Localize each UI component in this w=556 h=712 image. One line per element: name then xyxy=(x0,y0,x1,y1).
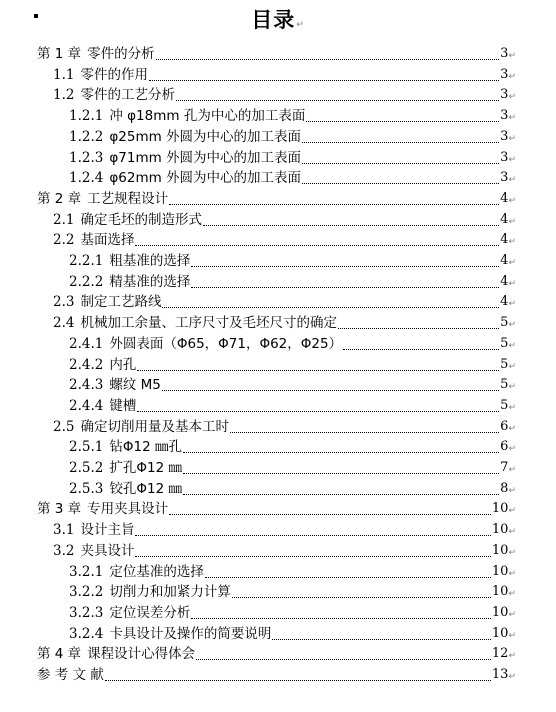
dot-leader xyxy=(302,183,499,184)
dot-leader xyxy=(169,514,491,515)
paragraph-mark-icon: ↵ xyxy=(508,299,516,310)
toc-entry[interactable] xyxy=(53,520,516,540)
page-title xyxy=(0,4,556,41)
toc-entry-number: 3.2.4 xyxy=(69,625,104,642)
toc-entry-page-number: 4 xyxy=(500,273,509,289)
toc-entry-page-number: 10 xyxy=(491,625,509,641)
paragraph-mark-icon: ↵ xyxy=(508,92,516,103)
toc-entry-page-number: 12 xyxy=(491,646,509,662)
paragraph-mark-icon: ↵ xyxy=(508,506,516,517)
dot-leader xyxy=(338,328,499,329)
toc-entry-page-number: 3 xyxy=(500,46,509,61)
toc-entry-title: 确定切削用量及基本工时 xyxy=(80,418,229,435)
dot-leader xyxy=(196,659,491,660)
paragraph-mark-icon: ↵ xyxy=(508,258,516,268)
toc-entry-number: 2.1 xyxy=(53,211,75,228)
toc-entry-page-number: 10 xyxy=(491,563,509,579)
toc-entry[interactable] xyxy=(69,251,516,271)
paragraph-mark-icon: ↵ xyxy=(508,320,516,331)
paragraph-mark-icon: ↵ xyxy=(508,51,516,61)
paragraph-mark-icon: ↵ xyxy=(508,609,516,620)
dot-leader xyxy=(302,163,499,164)
toc-entry-number: 1.2.4 xyxy=(69,170,104,187)
toc-entry-number: 3.2.1 xyxy=(69,563,104,580)
toc-entry-title: φ62mm 外圆为中心的加工表面 xyxy=(109,170,302,187)
toc-entry[interactable] xyxy=(69,272,516,292)
toc-entry-number: 2.5.2 xyxy=(69,460,104,476)
toc-entry[interactable] xyxy=(69,168,516,188)
toc-entry-title: 定位基准的选择 xyxy=(109,563,204,580)
toc-entry-page-number: 4 xyxy=(500,190,509,206)
toc-entry-number: 1.2 xyxy=(53,87,75,104)
toc-entry-number: 1.1 xyxy=(53,66,75,83)
dot-leader xyxy=(156,59,500,60)
toc-entry-page-number: 4 xyxy=(500,294,509,310)
dot-leader xyxy=(191,618,491,619)
dot-leader xyxy=(183,494,499,495)
toc-entry[interactable] xyxy=(69,396,516,416)
toc-entry-title: 铰孔Φ12 ㎜ xyxy=(109,480,182,497)
toc-entry-page-number: 8 xyxy=(500,480,509,496)
dot-leader xyxy=(205,577,491,578)
toc-entry-title: 工艺规程设计 xyxy=(87,190,169,207)
paragraph-mark-icon: ↵ xyxy=(508,71,516,82)
toc-entry-page-number: 10 xyxy=(491,542,509,558)
toc-entry-title: 零件的作用 xyxy=(80,66,148,83)
paragraph-mark-icon: ↵ xyxy=(508,195,516,206)
toc-entry-title: 卡具设计及操作的简要说明 xyxy=(109,625,272,642)
toc-entry[interactable] xyxy=(69,375,516,395)
dot-leader xyxy=(191,287,499,288)
toc-entry-page-number: 10 xyxy=(491,522,509,538)
dot-leader xyxy=(183,452,499,453)
toc-entry[interactable] xyxy=(69,355,516,375)
toc-entry-title: 零件的工艺分析 xyxy=(80,87,175,104)
toc-entry-number: 3.2.2 xyxy=(69,584,104,601)
paragraph-mark-icon: ↵ xyxy=(508,402,516,413)
toc-entry-title: 制定工艺路线 xyxy=(80,294,162,311)
toc-entry-title: 课程设计心得体会 xyxy=(87,646,196,663)
toc-entry-page-number: 3 xyxy=(500,108,509,124)
toc-entry-page-number: 6 xyxy=(500,439,509,455)
dot-leader xyxy=(169,204,499,205)
toc-entry[interactable] xyxy=(53,417,516,437)
dot-leader xyxy=(230,432,499,433)
toc-entry-number: 2.5.3 xyxy=(69,480,104,497)
dot-leader xyxy=(135,556,490,557)
dot-leader xyxy=(162,390,499,391)
toc-entry-title: 精基准的选择 xyxy=(109,273,191,290)
toc-entry-page-number: 3 xyxy=(500,149,509,165)
toc-entry[interactable] xyxy=(53,85,516,105)
toc-entry-number: 2.2 xyxy=(53,232,75,249)
toc-entry-number: 2.2.2 xyxy=(69,273,104,290)
toc-entry-page-number: 3 xyxy=(500,170,509,186)
toc-entry-number: 2.4 xyxy=(53,315,75,332)
toc-entry[interactable] xyxy=(53,210,516,230)
dot-leader xyxy=(302,142,499,143)
toc-entry-title: 参 考 文 献 xyxy=(37,667,104,683)
paragraph-mark-icon: ↵ xyxy=(508,113,516,124)
paragraph-mark-icon: ↵ xyxy=(508,465,516,475)
dot-leader xyxy=(105,680,491,681)
toc-entry[interactable] xyxy=(69,458,516,478)
toc-entry-number: 2.2.1 xyxy=(69,253,104,269)
toc-entry-title: 外圆表面（Φ65，Φ71，Φ62，Φ25） xyxy=(109,335,343,352)
dot-leader xyxy=(135,245,499,246)
dot-leader xyxy=(137,411,499,412)
dot-leader xyxy=(183,473,499,474)
toc-entry-title: 零件的分析 xyxy=(87,46,155,62)
toc-entry-title: φ25mm 外圆为中心的加工表面 xyxy=(109,128,302,145)
toc-entry[interactable] xyxy=(53,65,516,85)
toc-entry-number: 2.4.1 xyxy=(69,335,104,352)
toc-entry-number: 2.5 xyxy=(53,418,75,435)
toc-entry[interactable] xyxy=(53,230,516,250)
dot-leader xyxy=(343,349,499,350)
toc-entry[interactable] xyxy=(37,665,516,685)
paragraph-mark-icon: ↵ xyxy=(508,340,516,351)
toc-entry-page-number: 7 xyxy=(500,460,509,475)
toc-entry-page-number: 10 xyxy=(491,501,509,517)
toc-entry-page-number: 3 xyxy=(500,87,509,103)
toc-entry-title: 专用夹具设计 xyxy=(87,501,169,518)
toc-entry-number: 第 3 章 xyxy=(37,501,82,518)
paragraph-mark-icon: ↵ xyxy=(508,154,516,165)
toc-entry[interactable] xyxy=(53,292,516,312)
toc-entry-page-number: 10 xyxy=(491,604,509,620)
toc-entry-page-number: 5 xyxy=(500,356,509,372)
toc-entry-title: 粗基准的选择 xyxy=(109,253,191,269)
toc-entry[interactable] xyxy=(69,624,516,644)
toc-entry-title: φ71mm 外圆为中心的加工表面 xyxy=(109,149,302,166)
toc-entry[interactable] xyxy=(69,582,516,602)
toc-entry-page-number: 5 xyxy=(500,335,509,351)
dot-leader xyxy=(272,639,491,640)
toc-entry-title: 键槽 xyxy=(109,397,137,414)
toc-entry-page-number: 5 xyxy=(500,397,509,413)
toc-entry-number: 2.5.1 xyxy=(69,439,104,456)
toc-entry-page-number: 4 xyxy=(500,211,509,227)
paragraph-mark-icon: ↵ xyxy=(508,547,516,558)
toc-entry-title: 夹具设计 xyxy=(80,542,135,559)
paragraph-mark-icon: ↵ xyxy=(508,568,516,579)
paragraph-mark-icon: ↵ xyxy=(508,630,516,641)
paragraph-mark-icon: ↵ xyxy=(508,237,516,248)
toc-entry[interactable] xyxy=(69,148,516,168)
paragraph-mark-icon: ↵ xyxy=(508,485,516,496)
toc-entry-number: 第 4 章 xyxy=(37,646,82,663)
paragraph-mark-icon: ↵ xyxy=(508,672,516,682)
toc-entry-number: 2.4.4 xyxy=(69,397,104,414)
toc-entry-title: 扩孔Φ12 ㎜ xyxy=(109,460,182,476)
dot-leader xyxy=(232,597,491,598)
toc-entry-page-number: 4 xyxy=(500,253,509,268)
toc-entry-number: 第 1 章 xyxy=(37,46,82,62)
paragraph-mark-icon: ↵ xyxy=(508,278,516,289)
toc-entry[interactable] xyxy=(37,189,516,209)
toc-entry[interactable] xyxy=(69,437,516,457)
toc-entry-number: 2.4.2 xyxy=(69,356,104,373)
toc-entry-page-number: 13 xyxy=(491,667,509,682)
toc-entry-number: 1.2.1 xyxy=(69,108,104,125)
toc-entry-title: 设计主旨 xyxy=(80,522,135,539)
toc-entry-page-number: 3 xyxy=(500,128,509,144)
dot-leader xyxy=(176,100,499,101)
toc-entry-title: 钻Φ12 ㎜孔 xyxy=(109,439,182,456)
paragraph-mark-icon: ↵ xyxy=(508,133,516,144)
dot-leader xyxy=(149,80,499,81)
toc-entry-number: 2.4.3 xyxy=(69,377,104,394)
toc-entry-number: 第 2 章 xyxy=(37,190,82,207)
paragraph-mark-icon: ↵ xyxy=(296,20,305,30)
dot-leader xyxy=(135,535,490,536)
dot-leader xyxy=(203,225,499,226)
toc-entry-title: 基面选择 xyxy=(80,232,135,249)
toc-entry[interactable] xyxy=(69,479,516,499)
toc-entry[interactable] xyxy=(53,313,516,333)
toc-entry-number: 3.2.3 xyxy=(69,604,104,621)
toc-entry[interactable] xyxy=(53,541,516,561)
toc-entry-number: 1.2.3 xyxy=(69,149,104,166)
dot-leader xyxy=(137,370,499,371)
dot-leader xyxy=(306,121,499,122)
toc-entry-number: 1.2.2 xyxy=(69,128,104,145)
toc-entry-title: 螺纹 M5 xyxy=(109,377,161,394)
toc-entry[interactable] xyxy=(69,562,516,582)
toc-entry-number: 2.3 xyxy=(53,294,75,311)
dot-leader xyxy=(162,307,499,308)
paragraph-mark-icon: ↵ xyxy=(508,216,516,227)
toc-entry-title: 机械加工余量、工序尺寸及毛坯尺寸的确定 xyxy=(80,315,337,332)
toc-entry[interactable] xyxy=(37,44,516,64)
toc-entry[interactable] xyxy=(69,334,516,354)
dot-leader xyxy=(191,266,499,267)
toc-entry-page-number: 10 xyxy=(491,584,509,600)
toc-entry-page-number: 5 xyxy=(500,315,509,331)
title-text: 目录 xyxy=(251,8,296,32)
paragraph-mark-icon: ↵ xyxy=(508,589,516,600)
toc-entry-page-number: 4 xyxy=(500,232,509,248)
paragraph-mark-icon: ↵ xyxy=(508,361,516,372)
paragraph-mark-icon: ↵ xyxy=(508,651,516,662)
paragraph-mark-icon: ↵ xyxy=(508,527,516,538)
toc-entry[interactable] xyxy=(69,603,516,623)
toc-entry[interactable] xyxy=(69,127,516,147)
toc-entry-number: 3.2 xyxy=(53,542,75,559)
toc-entry-title: 定位误差分析 xyxy=(109,604,191,621)
toc-entry-title: 切削力和加紧力计算 xyxy=(109,584,231,601)
paragraph-mark-icon: ↵ xyxy=(508,382,516,393)
toc-entry-number: 3.1 xyxy=(53,522,75,539)
toc-entry-title: 确定毛坯的制造形式 xyxy=(80,211,202,228)
toc-entry-page-number: 6 xyxy=(500,418,509,434)
paragraph-mark-icon: ↵ xyxy=(508,444,516,455)
toc-entry-page-number: 3 xyxy=(500,66,509,82)
toc-entry-title: 内孔 xyxy=(109,356,137,373)
paragraph-mark-icon: ↵ xyxy=(508,423,516,434)
toc-entry-page-number: 5 xyxy=(500,377,509,393)
toc-entry[interactable] xyxy=(37,499,516,519)
toc-entry[interactable] xyxy=(37,644,516,664)
paragraph-mark-icon: ↵ xyxy=(508,175,516,186)
toc-entry[interactable] xyxy=(69,106,516,126)
toc-entry-title: 冲 φ18mm 孔为中心的加工表面 xyxy=(109,108,306,125)
